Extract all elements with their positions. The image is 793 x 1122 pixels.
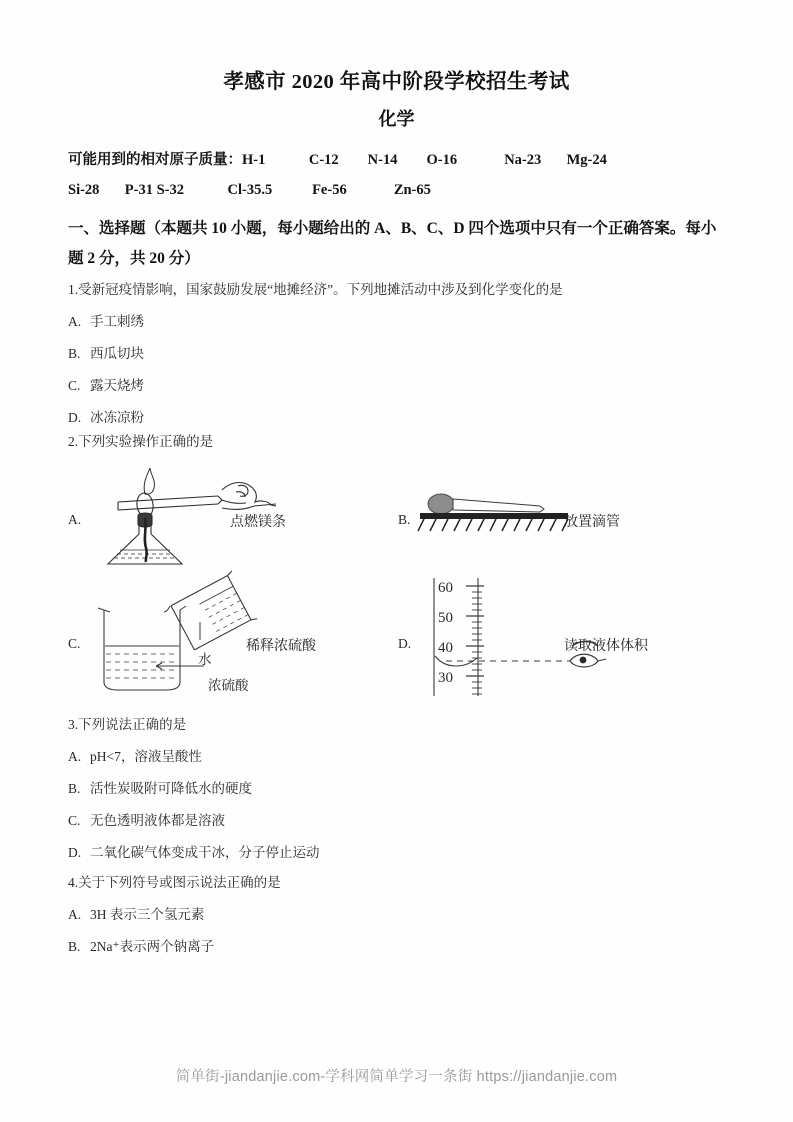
option-label: A. [68, 749, 82, 764]
option-text: 活性炭吸附可降低水的硬度 [90, 781, 252, 796]
diagram-label-water: 水 [198, 652, 212, 667]
atomic-masses-line-1: 可能用到的相对原子质量：H-1 C-12 N-14 O-16 Na-23 Mg-24 [68, 152, 607, 168]
question-1-option-b [68, 342, 144, 362]
option-text: pH<7，溶液呈酸性 [90, 749, 202, 764]
question-2-diagram-area [68, 448, 728, 713]
option-label: B. [68, 346, 81, 361]
question-2-stem: 2.下列实验操作正确的是 [68, 434, 214, 449]
question-4-option-a [68, 903, 204, 923]
question-3-option-d [68, 841, 320, 861]
option-text: 无色透明液体都是溶液 [90, 813, 225, 828]
option-text: 西瓜切块 [90, 346, 144, 361]
question-1-option-c [68, 374, 144, 394]
svg-text:40: 40 [438, 640, 453, 656]
option-label: A. [68, 314, 82, 329]
diagram-option-a-caption: 点燃镁条 [230, 515, 286, 530]
diagram-option-c-label: C. [68, 636, 81, 651]
question-1-option-d [68, 406, 144, 426]
option-text: 手工刺绣 [90, 314, 144, 329]
question-4-stem: 4.关于下列符号或图示说法正确的是 [68, 875, 281, 890]
question-3-option-b [68, 777, 252, 797]
option-label: B. [68, 939, 81, 954]
diagram-option-d-caption: 读取液体体积 [564, 639, 648, 654]
option-text: 露天烧烤 [90, 378, 144, 393]
option-text: 3H 表示三个氢元素 [90, 907, 205, 922]
option-label: A. [68, 907, 82, 922]
svg-text:60: 60 [438, 580, 453, 596]
option-label: D. [68, 845, 82, 860]
option-text: 冰冻凉粉 [90, 410, 144, 425]
option-label: B. [68, 781, 81, 796]
atomic-masses-line-2: Si-28 P-31 S-32 Cl-35.5 Fe-56 Zn-65 [68, 182, 431, 198]
question-3-option-c [68, 809, 225, 829]
option-label: C. [68, 813, 81, 828]
option-label: C. [68, 378, 81, 393]
subject-title: 化学 [378, 109, 415, 129]
diagram-option-a-label: A. [68, 512, 82, 527]
diagram-label-concentrated-acid: 浓硫酸 [208, 678, 249, 693]
diagram-option-b-caption: 放置滴管 [564, 515, 620, 530]
question-3-stem: 3.下列说法正确的是 [68, 717, 187, 732]
question-1-stem: 1.受新冠疫情影响，国家鼓励发展“地摊经济”。下列地摊活动中涉及到化学变化的是 [68, 282, 563, 297]
svg-text:30: 30 [438, 670, 453, 686]
diagram-option-c-caption: 稀释浓硫酸 [246, 639, 316, 654]
exam-title: 孝感市 2020 年高中阶段学校招生考试 [223, 71, 570, 93]
option-text: 2Na⁺表示两个钠离子 [90, 939, 215, 954]
question-3-option-a [68, 745, 202, 765]
option-label: D. [68, 410, 82, 425]
question-4-option-b [68, 935, 214, 955]
diagram-option-b-label: B. [398, 512, 411, 527]
option-text: 二氧化碳气体变成干冰，分子停止运动 [90, 845, 320, 860]
diagram-option-d-label: D. [398, 636, 412, 651]
question-1-option-a [68, 310, 144, 330]
svg-text:50: 50 [438, 610, 453, 626]
apparatus-dropper-on-bench [420, 486, 580, 544]
section-header-multiple-choice: 一、选择题（本题共 10 小题，每小题给出的 A、B、C、D 四个选项中只有一个正确答案。每小题 2 分，共 20 分） [68, 220, 717, 267]
footer-watermark: 简单街-jiandanjie.com-学科网简单学习一条街 https://jiandanjie.com [175, 1069, 618, 1085]
